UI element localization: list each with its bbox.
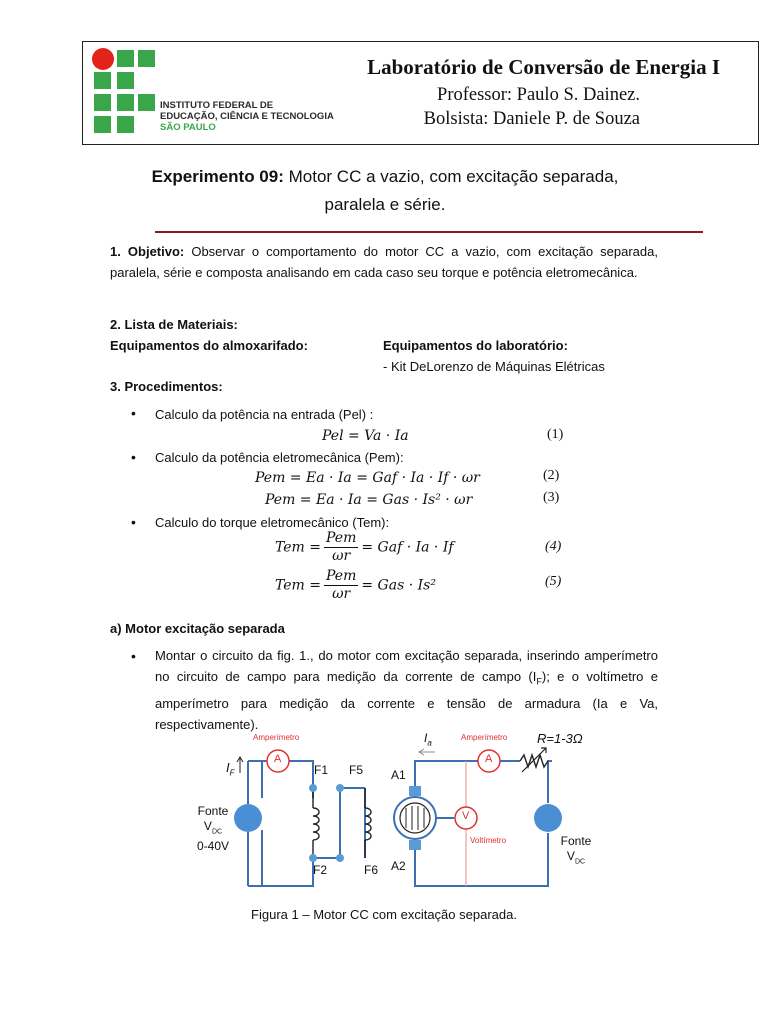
- field-coil-icon: [313, 788, 371, 858]
- objective-paragraph: 1. Objetivo: Observar o comportamento do motor CC a vazio, com excitação separada, paralela, série e composta analisando em cada caso seu torque e potência eletromecânica.: [110, 244, 658, 280]
- equation-3: Pem = Ea · Ia = Gas · Is² · ωr: [265, 492, 473, 508]
- bullet-icon: •: [131, 449, 136, 465]
- procedures-heading: 3. Procedimentos:: [110, 379, 223, 394]
- logo-red-dot: [92, 48, 114, 70]
- bullet-icon: •: [131, 405, 136, 421]
- armature-current-label: $I_a$: [424, 731, 432, 748]
- bullet-icon: •: [131, 648, 136, 664]
- bolsista-name: Bolsista: Daniele P. de Souza: [423, 109, 640, 129]
- equation-number: (2): [543, 468, 560, 483]
- procedure-item: Calculo da potência eletromecânica (Pem):: [155, 450, 404, 465]
- materials-heading: 2. Lista de Materiais:: [110, 317, 238, 332]
- professor-name: Professor: Paulo S. Dainez.: [437, 85, 640, 105]
- terminal-f5-label: F5: [349, 763, 364, 777]
- experiment-title: Experimento 09: Motor CC a vazio, com excitação separada, paralela e série.: [151, 167, 619, 214]
- field-source-icon: [234, 804, 262, 832]
- experiment-label: Experimento 09:: [151, 167, 284, 186]
- bullet-icon: •: [131, 514, 136, 530]
- terminal-a2-label: A2: [391, 859, 406, 873]
- equation-5: Tem = $\frac{\text{Pem}}{\omega r}$ = Gas · Is²: [275, 568, 436, 602]
- equation-number: (4): [545, 539, 562, 554]
- materials-right-heading: Equipamentos do laboratório:: [383, 338, 568, 353]
- institution-name: INSTITUTO FEDERAL DE EDUCAÇÃO, CIÊNCIA E TECNOLOGIA SÃO PAULO: [160, 100, 334, 133]
- field-source-label: Fonte $V_{DC}$ 0-40V: [196, 804, 230, 854]
- terminal-nodes: [309, 784, 344, 862]
- terminal-f6-label: F6: [364, 863, 379, 877]
- section-a-paragraph: Montar o circuito da fig. 1., do motor com excitação separada, inserindo amperímetro no circuito de campo para medição da corrente de campo $(I_F)$; e o voltímetro e amperímetro para medição da corrente e tensão de armadura (Ia e Va, respectivamente).: [155, 648, 658, 732]
- armature-ammeter-symbol: A: [485, 753, 493, 765]
- equation-1: Pel = Va · Ia: [322, 428, 409, 444]
- armature-source-icon: [534, 804, 562, 832]
- lab-title: Laboratório de Conversão de Energia I: [367, 55, 720, 79]
- terminal-f1-label: F1: [314, 763, 329, 777]
- armature-ammeter-label: Amperímetro: [461, 733, 508, 742]
- procedure-item: Calculo da potência na entrada (Pel) :: [155, 407, 374, 422]
- equation-number: (3): [543, 490, 560, 505]
- materials-left-heading: Equipamentos do almoxarifado:: [110, 338, 308, 353]
- institution-logo: [92, 48, 334, 140]
- voltmeter-label: Voltímetro: [470, 836, 507, 845]
- equation-number: (5): [545, 574, 562, 589]
- figure-caption: Figura 1 – Motor CC com excitação separada.: [251, 907, 517, 922]
- field-ammeter-symbol: A: [274, 753, 282, 765]
- armature-source-label: Fonte $V_{DC}$: [560, 834, 592, 866]
- terminal-a1-label: A1: [391, 768, 406, 782]
- equation-4: Tem = $\frac{\text{Pem}}{\omega r}$ = Gaf · Ia · If: [275, 530, 454, 564]
- section-a-heading: a) Motor excitação separada: [110, 621, 285, 636]
- title-divider: [155, 231, 703, 233]
- equation-2: Pem = Ea · Ia = Gaf · Ia · If · ωr: [255, 470, 480, 486]
- terminal-f2-label: F2: [313, 863, 328, 877]
- equation-number: (1): [547, 427, 564, 442]
- resistor-icon: [520, 755, 548, 767]
- materials-item: - Kit DeLorenzo de Máquinas Elétricas: [383, 359, 605, 374]
- field-ammeter-label: Amperímetro: [253, 733, 300, 742]
- procedure-item: Calculo do torque eletromecânico (Tem):: [155, 515, 390, 530]
- resistor-label: R=1-3Ω: [537, 731, 583, 746]
- field-current-label: $I_F$: [226, 760, 235, 778]
- voltmeter-symbol: V: [462, 810, 470, 822]
